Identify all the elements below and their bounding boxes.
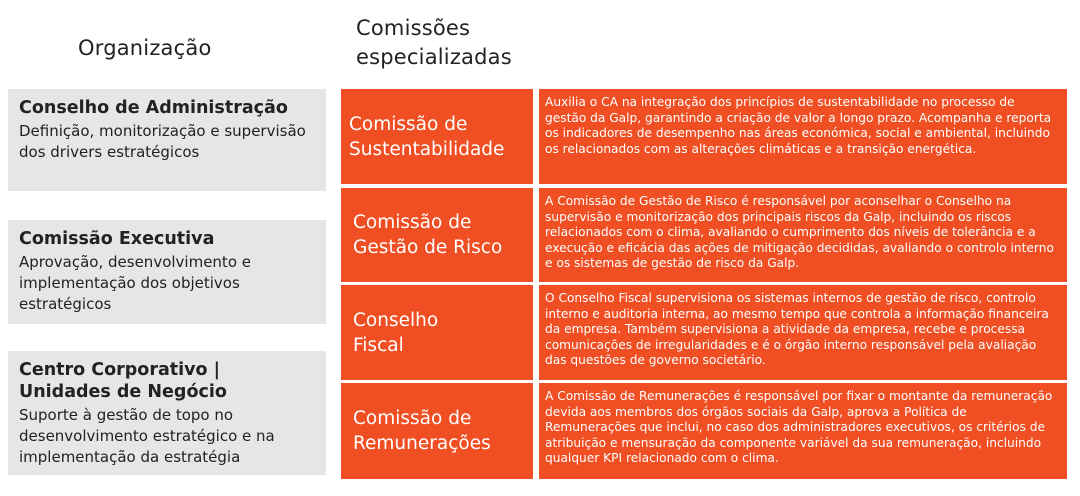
org-title: Centro Corporativo | Unidades de Negócio bbox=[19, 360, 227, 402]
comissoes-header-line2: especializadas bbox=[356, 45, 512, 69]
org-description: Definição, monitorização e supervisão dos drivers estratégicos bbox=[19, 122, 306, 161]
comissao-row-conselho-fiscal bbox=[341, 285, 1067, 380]
comissoes-header bbox=[356, 14, 512, 72]
comissao-description: Auxilia o CA na integração dos princípios de sustentabilidade no processo de gestão da Galp, garantindo a criação de valor a longo prazo. Acompanha e reporta os indicadores de desempenho nas áreas económica, social e ambiental, incluindo os relacionados com as alterações climáticas e a transição energética. bbox=[539, 89, 1067, 184]
comissao-description: A Comissão de Gestão de Risco é responsável por aconselhar o Conselho na supervisão e monitorização dos principais riscos da Galp, incluindo os riscos relacionados com o clima, avaliando o cumprimento dos níveis de tolerância e a execução e eficácia das ações de mitigação decididas, avaliando o controlo interno e os sistemas de gestão de risco da Galp. bbox=[539, 188, 1067, 282]
comissoes-header-line1: Comissões bbox=[356, 16, 471, 40]
org-title: Conselho de Administração bbox=[19, 98, 288, 118]
comissao-name: Comissão de Remunerações bbox=[341, 383, 533, 479]
comissao-row-sustentabilidade bbox=[341, 89, 1067, 184]
org-box-comissao-executiva bbox=[8, 220, 326, 324]
org-box-centro-corporativo bbox=[8, 351, 326, 475]
organizacao-header: Organização bbox=[78, 36, 212, 60]
comissao-description: A Comissão de Remunerações é responsável por fixar o montante da remuneração devida aos membros dos órgãos sociais da Galp, aprova a Política de Remunerações que inclui, no caso dos administradores executivos, os critérios de atribuição e mensuração da componente variável da sua remuneração, incluindo qualquer KPI relacionado com o clima. bbox=[539, 383, 1067, 479]
comissao-row-remuneracoes bbox=[341, 383, 1067, 479]
org-description: Suporte à gestão de topo no desenvolvimento estratégico e na implementação da estratégia bbox=[19, 406, 275, 466]
org-box-conselho-administracao bbox=[8, 89, 326, 191]
org-description: Aprovação, desenvolvimento e implementação dos objetivos estratégicos bbox=[19, 253, 251, 313]
comissao-description: O Conselho Fiscal supervisiona os sistemas internos de gestão de risco, controlo interno e auditoria interna, ao mesmo tempo que controla a informação financeira da empresa. Também supervisiona a atividade da empresa, recebe e processa comunicações de irregularidades e é o órgão interno responsável pela avaliação das questões de governo societário. bbox=[539, 285, 1067, 380]
comissao-row-gestao-risco bbox=[341, 188, 1067, 282]
comissao-name: Comissão de Gestão de Risco bbox=[341, 188, 533, 282]
comissao-name: Conselho Fiscal bbox=[341, 285, 533, 380]
comissao-name: Comissão de Sustentabilidade bbox=[341, 89, 533, 184]
org-title: Comissão Executiva bbox=[19, 229, 215, 249]
